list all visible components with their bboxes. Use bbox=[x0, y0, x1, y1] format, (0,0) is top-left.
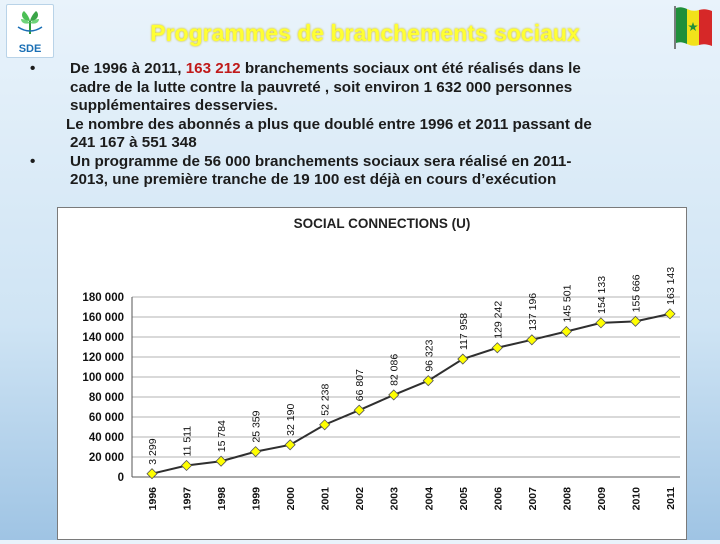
x-tick-label: 2008 bbox=[561, 487, 574, 511]
bullet-1-text-post: branchements sociaux ont été réalisés dans le bbox=[240, 60, 581, 77]
x-tick-label: 2004 bbox=[423, 487, 436, 511]
paragraph-subscribers bbox=[30, 116, 680, 153]
x-tick-label: 1998 bbox=[216, 487, 229, 511]
bullet-item-2 bbox=[30, 153, 680, 190]
y-tick-label: 120 000 bbox=[82, 352, 124, 364]
x-tick-label: 1999 bbox=[250, 487, 263, 511]
x-tick-label: 2005 bbox=[457, 487, 470, 511]
bullet-1-text-pre: De 1996 à 2011, bbox=[70, 60, 186, 77]
y-tick-label: 180 000 bbox=[82, 292, 124, 304]
x-tick-label: 2002 bbox=[354, 487, 367, 511]
chart-title: SOCIAL CONNECTIONS (U) bbox=[293, 216, 471, 231]
data-label: 32 190 bbox=[285, 403, 298, 436]
bullet-1-line-1 bbox=[70, 60, 680, 79]
x-tick-label: 2007 bbox=[526, 487, 539, 511]
paragraph-line-2: 241 167 à 551 348 bbox=[70, 134, 197, 151]
y-tick-label: 160 000 bbox=[82, 312, 124, 324]
bullet-dot: • bbox=[30, 152, 36, 170]
x-tick-label: 2000 bbox=[285, 487, 298, 511]
data-label: 155 666 bbox=[630, 274, 643, 313]
data-label: 117 958 bbox=[457, 312, 470, 351]
data-point bbox=[389, 390, 399, 400]
data-point bbox=[285, 440, 295, 450]
x-tick-label: 2010 bbox=[630, 487, 643, 511]
x-tick-label: 2003 bbox=[388, 487, 401, 511]
data-point bbox=[458, 354, 468, 364]
data-label: 25 359 bbox=[250, 410, 263, 443]
tree-icon bbox=[16, 9, 44, 35]
series-line bbox=[152, 314, 670, 474]
data-point bbox=[354, 405, 364, 415]
data-label: 145 501 bbox=[561, 284, 574, 323]
data-point bbox=[596, 318, 606, 328]
x-tick-label: 1996 bbox=[147, 487, 159, 511]
chart-frame bbox=[57, 207, 687, 540]
highlight-number: 163 212 bbox=[185, 60, 241, 77]
sde-logo bbox=[6, 4, 54, 58]
bullet-2-line-2: 2013, une première tranche de 19 100 est déjà en cours d’exécution bbox=[70, 171, 557, 188]
data-point bbox=[630, 316, 640, 326]
data-label: 129 242 bbox=[492, 300, 505, 339]
data-point bbox=[320, 420, 330, 430]
senegal-flag-icon bbox=[672, 4, 716, 50]
x-tick-label: 1997 bbox=[181, 487, 194, 511]
bullet-dot: • bbox=[30, 60, 36, 77]
bullet-2-line-1: Un programme de 56 000 branchements sociaux sera réalisé en 2011- bbox=[70, 152, 572, 170]
data-label: 11 511 bbox=[181, 425, 194, 457]
y-tick-label: 20 000 bbox=[88, 452, 124, 464]
data-point bbox=[216, 456, 226, 466]
data-label: 163 143 bbox=[665, 266, 677, 305]
data-label: 3 299 bbox=[147, 438, 159, 465]
data-label: 66 807 bbox=[354, 369, 367, 402]
data-label: 96 323 bbox=[423, 339, 436, 372]
x-tick-label: 2006 bbox=[492, 487, 505, 511]
y-tick-label: 0 bbox=[117, 472, 124, 484]
page-title: Programmes de branchements sociaux bbox=[150, 20, 580, 46]
y-tick-label: 140 000 bbox=[82, 332, 124, 344]
bullet-1-line-3: supplémentaires desservies. bbox=[70, 97, 278, 114]
bullet-1-line-2: cadre de la lutte contre la pauvreté , soit environ 1 632 000 personnes bbox=[70, 78, 573, 96]
data-point bbox=[527, 335, 537, 345]
data-label: 52 238 bbox=[319, 383, 332, 416]
data-label: 82 086 bbox=[388, 353, 401, 386]
y-tick-label: 60 000 bbox=[88, 412, 124, 424]
data-point bbox=[251, 447, 261, 457]
bullet-list bbox=[30, 60, 680, 190]
y-tick-label: 40 000 bbox=[88, 432, 124, 444]
x-tick-label: 2009 bbox=[595, 487, 608, 511]
data-label: 137 196 bbox=[526, 292, 539, 331]
bullet-item-1 bbox=[30, 60, 680, 116]
paragraph-line-1: Le nombre des abonnés a plus que doublé entre 1996 et 2011 passant de bbox=[66, 115, 592, 133]
data-point bbox=[182, 460, 192, 470]
x-tick-label: 2001 bbox=[319, 487, 332, 511]
data-label: 15 784 bbox=[216, 420, 229, 453]
y-tick-label: 100 000 bbox=[82, 372, 124, 384]
social-connections-chart bbox=[58, 208, 686, 539]
y-tick-label: 80 000 bbox=[88, 392, 124, 404]
logo-text: SDE bbox=[18, 43, 42, 55]
data-point bbox=[561, 326, 571, 336]
x-tick-label: 2011 bbox=[665, 487, 677, 510]
data-label: 154 133 bbox=[595, 275, 608, 314]
data-point bbox=[492, 343, 502, 353]
